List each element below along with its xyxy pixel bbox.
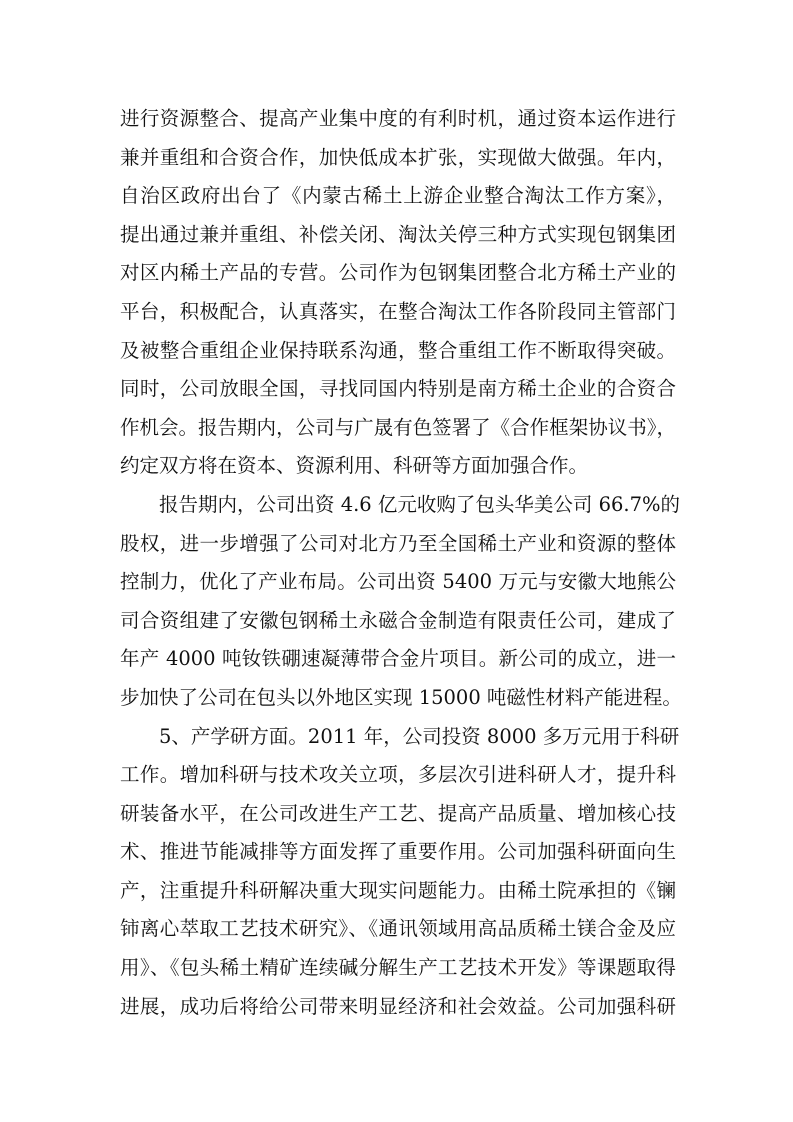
text-line: 作机会。报告期内，公司与广晟有色签署了《合作框架协议书》， xyxy=(120,415,676,439)
text-line: 控制力，优化了产业布局。公司出资 5400 万元与安徽大地熊公 xyxy=(120,570,676,594)
text-line: 步加快了公司在包头以外地区实现 15000 吨磁性材料产能进程。 xyxy=(120,685,682,709)
text-line: 对区内稀土产品的专营。公司作为包钢集团整合北方稀土产业的 xyxy=(120,261,676,285)
text-line: 年产 4000 吨钕铁硼速凝薄带合金片项目。新公司的成立，进一 xyxy=(120,647,676,671)
text-line: 5、产学研方面。2011 年，公司投资 8000 多万元用于科研 xyxy=(159,724,680,748)
text-line: 进行资源整合、提高产业集中度的有利时机，通过资本运作进行 xyxy=(120,107,676,130)
text-line: 同时，公司放眼全国，寻找同国内特别是南方稀土企业的合资合 xyxy=(120,377,676,401)
text-line: 自治区政府出台了《内蒙古稀土上游企业整合淘汰工作方案》， xyxy=(120,184,676,208)
text-line: 司合资组建了安徽包钢稀土永磁合金制造有限责任公司，建成了 xyxy=(120,608,676,632)
text-line: 术、推进节能减排等方面发挥了重要作用。公司加强科研面向生 xyxy=(120,840,676,864)
text-line: 报告期内，公司出资 4.6 亿元收购了包头华美公司 66.7%的 xyxy=(159,492,681,516)
text-line: 铈离心萃取工艺技术研究》、《通讯领域用高品质稀土镁合金及应 xyxy=(120,917,676,941)
text-line: 提出通过兼并重组、补偿关闭、淘汰关停三种方式实现包钢集团 xyxy=(120,222,676,246)
body-text xyxy=(120,100,682,1026)
text-line: 产，注重提升科研解决重大现实问题能力。由稀土院承担的《镧 xyxy=(120,878,676,902)
text-line: 进展，成功后将给公司带来明显经济和社会效益。公司加强科研 xyxy=(120,994,676,1018)
text-line: 及被整合重组企业保持联系沟通，整合重组工作不断取得突破。 xyxy=(120,338,676,362)
text-line: 平台，积极配合，认真落实，在整合淘汰工作各阶段同主管部门 xyxy=(120,299,676,323)
text-line: 用》、《包头稀土精矿连续碱分解生产工艺技术开发》等课题取得 xyxy=(120,956,676,980)
text-line: 股权，进一步增强了公司对北方乃至全国稀土产业和资源的整体 xyxy=(120,531,676,555)
text-line: 兼并重组和合资合作，加快低成本扩张，实现做大做强。年内， xyxy=(120,145,676,169)
text-line: 工作。增加科研与技术攻关立项，多层次引进科研人才，提升科 xyxy=(120,763,676,787)
text-line: 研装备水平，在公司改进生产工艺、提高产品质量、增加核心技 xyxy=(120,801,676,825)
text-line: 约定双方将在资本、资源利用、科研等方面加强合作。 xyxy=(120,454,589,478)
